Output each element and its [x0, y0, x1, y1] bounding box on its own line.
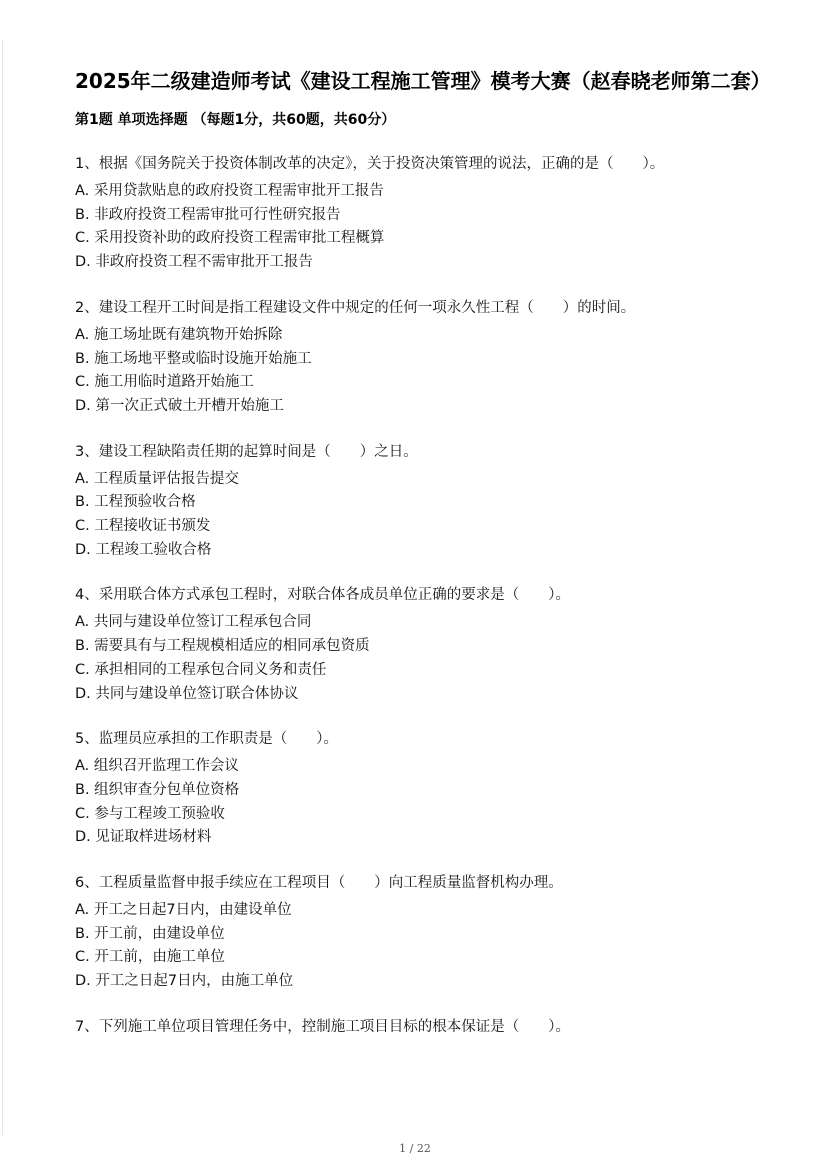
answer-option: B. 开工前，由建设单位: [75, 925, 225, 942]
answer-option: B. 组织审查分包单位资格: [75, 781, 240, 798]
question-stem: 3、建设工程缺陷责任期的起算时间是（ ）之日。: [75, 443, 418, 460]
question-item: [75, 1015, 765, 1039]
question-item: [75, 583, 765, 706]
answer-option: B. 非政府投资工程需审批可行性研究报告: [75, 206, 341, 223]
answer-option: D. 共同与建设单位签订联合体协议: [75, 685, 299, 702]
answer-option: C. 开工前，由施工单位: [75, 949, 225, 966]
document-body: [75, 66, 771, 1060]
question-list: [75, 152, 765, 1039]
question-stem: 1、根据《国务院关于投资体制改革的决定》，关于投资决策管理的说法，正确的是（ ）。: [75, 156, 665, 172]
answer-option: B. 工程预验收合格: [75, 494, 196, 511]
question-item: [75, 871, 765, 994]
answer-option: C. 采用投资补助的政府投资工程需审批工程概算: [75, 230, 385, 247]
question-item: [75, 296, 765, 419]
answer-option: C. 承担相同的工程承包合同义务和责任: [75, 661, 327, 678]
answer-option: D. 第一次正式破土开槽开始施工: [75, 397, 284, 414]
answer-option: D. 见证取样进场材料: [75, 829, 212, 846]
question-item: [75, 727, 765, 850]
answer-option: A. 共同与建设单位签订工程承包合同: [75, 614, 312, 631]
answer-option: C. 参与工程竣工预验收: [75, 805, 225, 822]
question-stem: 7、下列施工单位项目管理任务中，控制施工项目目标的根本保证是（ ）。: [75, 1018, 570, 1035]
page-indicator: 1 / 22: [399, 1142, 431, 1155]
question-stem: 5、监理员应承担的工作职责是（ ）。: [75, 731, 338, 748]
answer-option: C. 工程接收证书颁发: [75, 518, 211, 535]
answer-option: A. 采用贷款贴息的政府投资工程需审批开工报告: [75, 183, 384, 199]
question-item: [75, 152, 765, 275]
question-stem: 4、采用联合体方式承包工程时，对联合体各成员单位正确的要求是（ ）。: [75, 587, 570, 604]
answer-option: A. 施工场址既有建筑物开始拆除: [75, 326, 283, 343]
answer-option: A. 工程质量评估报告提交: [75, 470, 239, 487]
answer-option: D. 开工之日起7日内，由施工单位: [75, 973, 294, 990]
answer-option: B. 施工场地平整或临时设施开始施工: [75, 350, 312, 367]
answer-option: D. 工程竣工验收合格: [75, 541, 212, 558]
answer-option: A. 组织召开监理工作会议: [75, 758, 239, 775]
question-item: [75, 440, 765, 563]
answer-option: A. 开工之日起7日内，由建设单位: [75, 902, 292, 919]
answer-option: D. 非政府投资工程不需审批开工报告: [75, 254, 313, 271]
section-heading: 第1题 单项选择题 （每题1分，共60题，共60分）: [75, 112, 396, 128]
question-stem: 2、建设工程开工时间是指工程建设文件中规定的任何一项永久性工程（ ）的时间。: [75, 299, 636, 316]
document-title: 2025年二级建造师考试《建设工程施工管理》模考大赛（赵春晓老师第二套）: [75, 69, 771, 93]
question-stem: 6、工程质量监督申报手续应在工程项目（ ）向工程质量监督机构办理。: [75, 875, 563, 892]
page-edge: [2, 40, 3, 1135]
answer-option: C. 施工用临时道路开始施工: [75, 374, 254, 391]
answer-option: B. 需要具有与工程规模相适应的相同承包资质: [75, 638, 370, 655]
